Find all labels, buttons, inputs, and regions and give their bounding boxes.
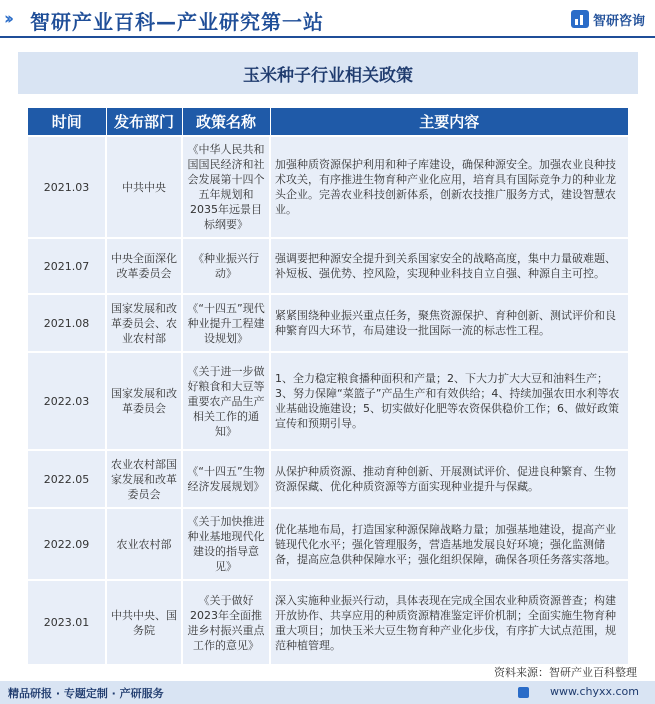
bottom-footer-bar: [0, 681, 655, 704]
table-row: [28, 352, 628, 450]
table-row: [28, 450, 628, 508]
cell-dept: 中央全面深化改革委员会: [106, 238, 182, 294]
cell-dept: 国家发展和改革委员会、农业农村部: [106, 294, 182, 352]
cell-policy-name: 《关于加快推进种业基地现代化建设的指导意见》: [182, 508, 270, 580]
website-icon: [518, 687, 529, 698]
table-row: [28, 294, 628, 352]
cell-time: 2023.01: [28, 580, 106, 664]
double-chevron-icon: ››: [4, 9, 11, 29]
cell-dept: 中共中央: [106, 136, 182, 238]
table-title: 玉米种子行业相关政策: [243, 65, 413, 86]
cell-policy-name: 《“十四五”现代种业提升工程建设规划》: [182, 294, 270, 352]
cell-content: 加强种质资源保护利用和种子库建设，确保种源安全。加强农业良种技术攻关，有序推进生物育种产业化应用，培育具有国际竞争力的种业龙头企业。完善农业科技创新体系，创新农技推广服务方式，建设智慧农业。: [270, 136, 628, 238]
policy-table: [28, 108, 628, 664]
column-header-name: 政策名称: [182, 108, 270, 136]
site-title: 智研产业百科—产业研究第一站: [30, 10, 324, 34]
cell-time: 2022.05: [28, 450, 106, 508]
table-row: [28, 238, 628, 294]
column-header-content: 主要内容: [270, 108, 628, 136]
cell-policy-name: 《关于做好2023年全面推进乡村振兴重点工作的意见》: [182, 580, 270, 664]
table-row: [28, 508, 628, 580]
table-row: [28, 136, 628, 238]
cell-content: 从保护种质资源、推动育种创新、开展测试评价、促进良种繁育、生物资源保藏、优化种质资源等方面实现种业提升与保藏。: [270, 450, 628, 508]
cell-time: 2021.03: [28, 136, 106, 238]
top-header-bar: [0, 0, 655, 38]
cell-policy-name: 《中华人民共和国国民经济和社会发展第十四个五年规划和2035年远景目标纲要》: [182, 136, 270, 238]
cell-dept: 国家发展和改革委员会: [106, 352, 182, 450]
cell-time: 2022.03: [28, 352, 106, 450]
cell-time: 2021.07: [28, 238, 106, 294]
cell-policy-name: 《种业振兴行动》: [182, 238, 270, 294]
brand-logo-text: 智研咨询: [592, 13, 645, 29]
bar-chart-logo-icon: [571, 10, 589, 28]
brand-logo[interactable]: [571, 9, 645, 29]
source-label: 资料来源：: [494, 666, 549, 679]
data-source: [494, 664, 637, 680]
cell-time: 2022.09: [28, 508, 106, 580]
cell-time: 2021.08: [28, 294, 106, 352]
cell-policy-name: 《关于进一步做好粮食和大豆等重要农产品生产相关工作的通知》: [182, 352, 270, 450]
cell-policy-name: 《“十四五”生物经济发展规划》: [182, 450, 270, 508]
footer-slogan: 精品研报 · 专题定制 · 产研服务: [8, 687, 164, 700]
table-title-bar: [18, 52, 638, 94]
column-header-dept: 发布部门: [106, 108, 182, 136]
cell-dept: 农业农村部: [106, 508, 182, 580]
footer-url[interactable]: www.chyxx.com: [549, 685, 639, 698]
cell-content: 深入实施种业振兴行动，具体表现在完成全国农业种质资源普查；构建开放协作、共享应用的种质资源精准鉴定评价机制；全面实施生物育种重大项目；加快玉米大豆生物育种产业化步伐，有序扩大试点范围，规范种植管理。: [270, 580, 628, 664]
cell-content: 紧紧围绕种业振兴重点任务，聚焦资源保护、育种创新、测试评价和良种繁育四大环节，布局建设一批国际一流的标志性工程。: [270, 294, 628, 352]
source-value: 智研产业百科整理: [549, 666, 637, 679]
table-header-row: [28, 108, 628, 136]
cell-content: 优化基地布局，打造国家种源保障战略力量；加强基地建设，提高产业链现代化水平；强化管理服务，营造基地发展良好环境；强化监测储备，提高应急供种保障水平；强化组织保障，确保各项任务落实落地。: [270, 508, 628, 580]
cell-dept: 中共中央、国务院: [106, 580, 182, 664]
cell-content: 1、全力稳定粮食播种面积和产量；2、下大力扩大大豆和油料生产；3、努力保障“菜篮子”产品生产和有效供给；4、持续加强农田水利等农业基础设施建设；5、切实做好化肥等农资保供稳价工作；6、做好政策宣传和预期引导。: [270, 352, 628, 450]
column-header-time: 时间: [28, 108, 106, 136]
cell-content: 强调要把种源安全提升到关系国家安全的战略高度，集中力量破难题、补短板、强优势、控风险，实现种业科技自立自强、种源自主可控。: [270, 238, 628, 294]
cell-dept: 农业农村部国家发展和改革委员会: [106, 450, 182, 508]
table-row: [28, 580, 628, 664]
